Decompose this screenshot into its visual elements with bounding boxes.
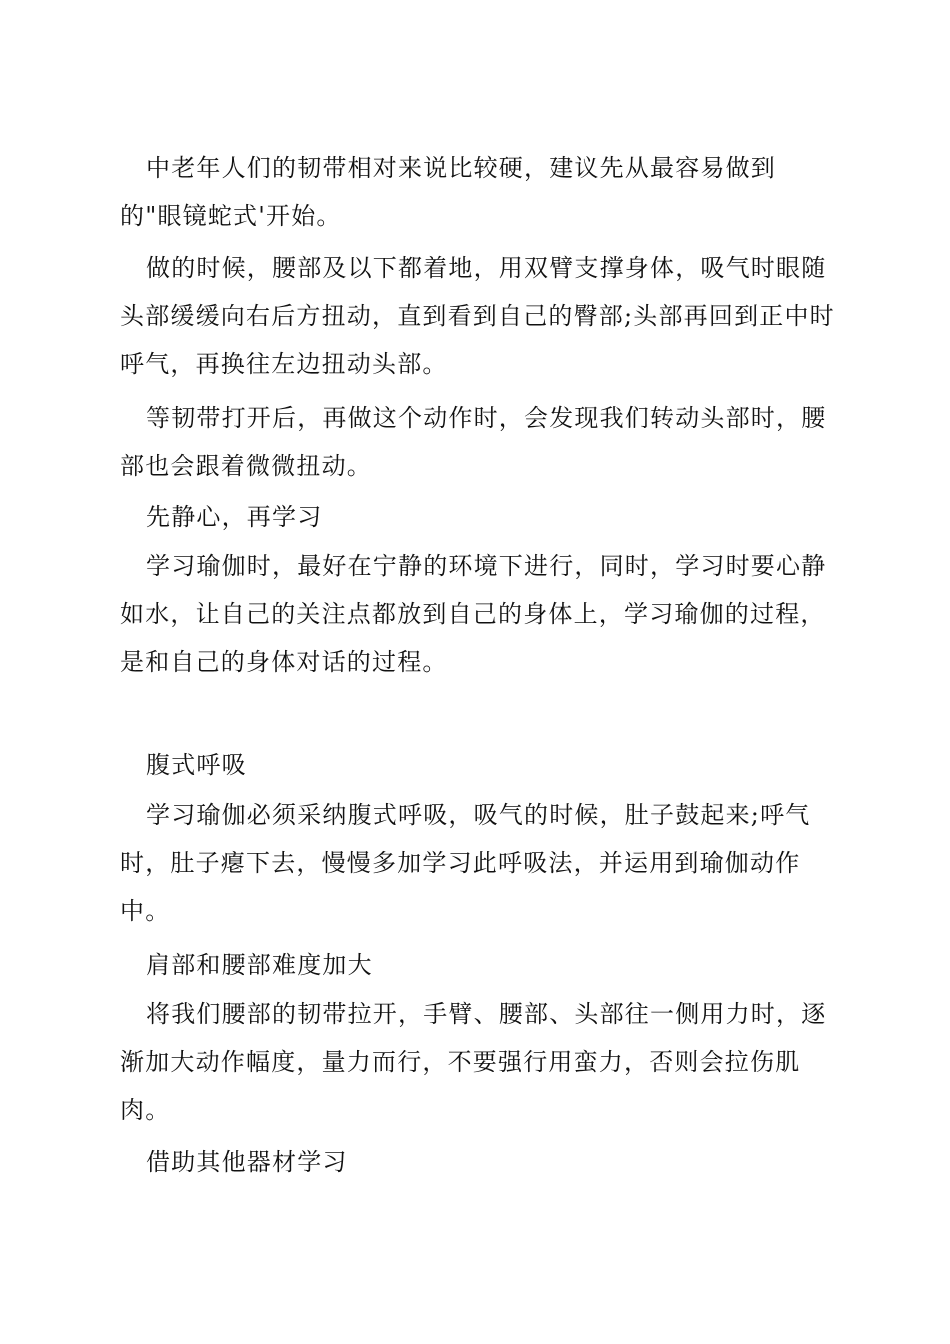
paragraph-calm-mind: 学习瑜伽时，最好在宁静的环境下进行，同时，学习时要心静如水，让自己的关注点都放到自己的身体上，学习瑜伽的过程，是和自己的身体对话的过程。	[120, 552, 827, 676]
paragraph-abdominal-breathing: 学习瑜伽必须采纳腹式呼吸，吸气的时候，肚子鼓起来;呼气时，肚子瘪下去，慢慢多加学习此呼吸法，并运用到瑜伽动作中。	[120, 801, 811, 925]
paragraph-cobra-advanced: 等韧带打开后，再做这个动作时，会发现我们转动头部时，腰部也会跟着微微扭动。	[120, 404, 827, 480]
paragraph-shoulder-waist: 将我们腰部的韧带拉开，手臂、腰部、头部往一侧用力时，逐渐加大动作幅度，量力而行，不要强行用蛮力，否则会拉伤肌肉。	[120, 1000, 827, 1124]
paragraph-cobra-intro: 中老年人们的韧带相对来说比较硬，建议先从最容易做到的"眼镜蛇式'开始。	[120, 154, 776, 230]
heading-abdominal-breathing: 腹式呼吸	[146, 751, 247, 779]
paragraph-cobra-steps: 做的时候，腰部及以下都着地，用双臂支撑身体，吸气时眼随头部缓缓向右后方扭动，直到看到自己的臀部;头部再回到正中时呼气，再换往左边扭动头部。	[120, 254, 835, 378]
heading-shoulder-waist: 肩部和腰部难度加大	[146, 951, 373, 979]
heading-calm-mind: 先静心，再学习	[146, 503, 323, 531]
heading-equipment: 借助其他器材学习	[146, 1148, 348, 1176]
